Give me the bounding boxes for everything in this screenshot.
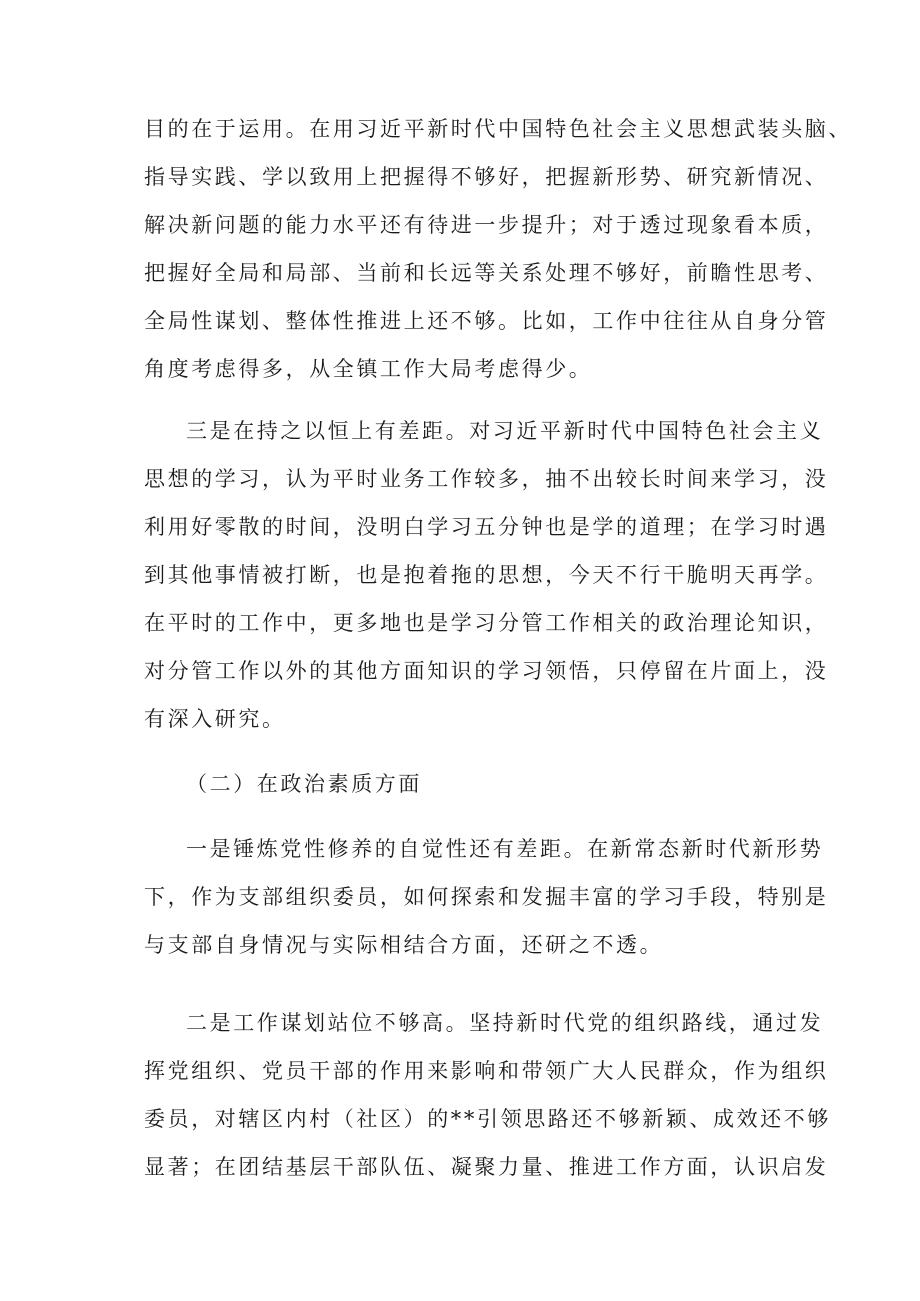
- text-line: 角度考虑得多，从全镇工作大局考虑得少。: [144, 357, 593, 381]
- text-line: 全局性谋划、整体性推进上还不够。比如，工作中往往从自身分管: [144, 309, 829, 333]
- text-line: 三是在持之以恒上有差距。对习近平新时代中国特色社会主义: [186, 419, 824, 443]
- text-line: 与支部自身情况与实际相结合方面，还研之不透。: [144, 933, 664, 957]
- section-heading: （二）在政治素质方面: [186, 772, 422, 796]
- text-line: 在平时的工作中，更多地也是学习分管工作相关的政治理论知识，: [144, 611, 829, 635]
- text-line: 有深入研究。: [144, 707, 286, 731]
- text-line: 解决新问题的能力水平还有待进一步提升；对于透过现象看本质，: [144, 213, 829, 237]
- text-line: 思想的学习，认为平时业务工作较多，抽不出较长时间来学习，没: [144, 467, 829, 491]
- text-line: 指导实践、学以致用上把握得不够好，把握新形势、研究新情况、: [144, 165, 829, 189]
- text-line: 挥党组织、党员干部的作用来影响和带领广大人民群众，作为组织: [144, 1059, 829, 1083]
- text-line: 目的在于运用。在用习近平新时代中国特色社会主义思想武装头脑、: [144, 117, 852, 141]
- text-line: 二是工作谋划站位不够高。坚持新时代党的组织路线，通过发: [186, 1011, 824, 1035]
- text-line: 下，作为支部组织委员，如何探索和发掘丰富的学习手段，特别是: [144, 885, 829, 909]
- text-line: 利用好零散的时间，没明白学习五分钟也是学的道理；在学习时遇: [144, 515, 829, 539]
- text-line: 把握好全局和局部、当前和长远等关系处理不够好，前瞻性思考、: [144, 261, 829, 285]
- text-line: 到其他事情被打断，也是抱着拖的思想，今天不行干脆明天再学。: [144, 563, 829, 587]
- text-line: 一是锤炼党性修养的自觉性还有差距。在新常态新时代新形势: [186, 837, 824, 861]
- text-line: 对分管工作以外的其他方面知识的学习领悟，只停留在片面上，没: [144, 659, 829, 683]
- text-line: 委员，对辖区内村（社区）的**引领思路还不够新颖、成效还不够: [144, 1107, 831, 1131]
- text-line: 显著；在团结基层干部队伍、凝聚力量、推进工作方面，认识启发: [144, 1155, 829, 1179]
